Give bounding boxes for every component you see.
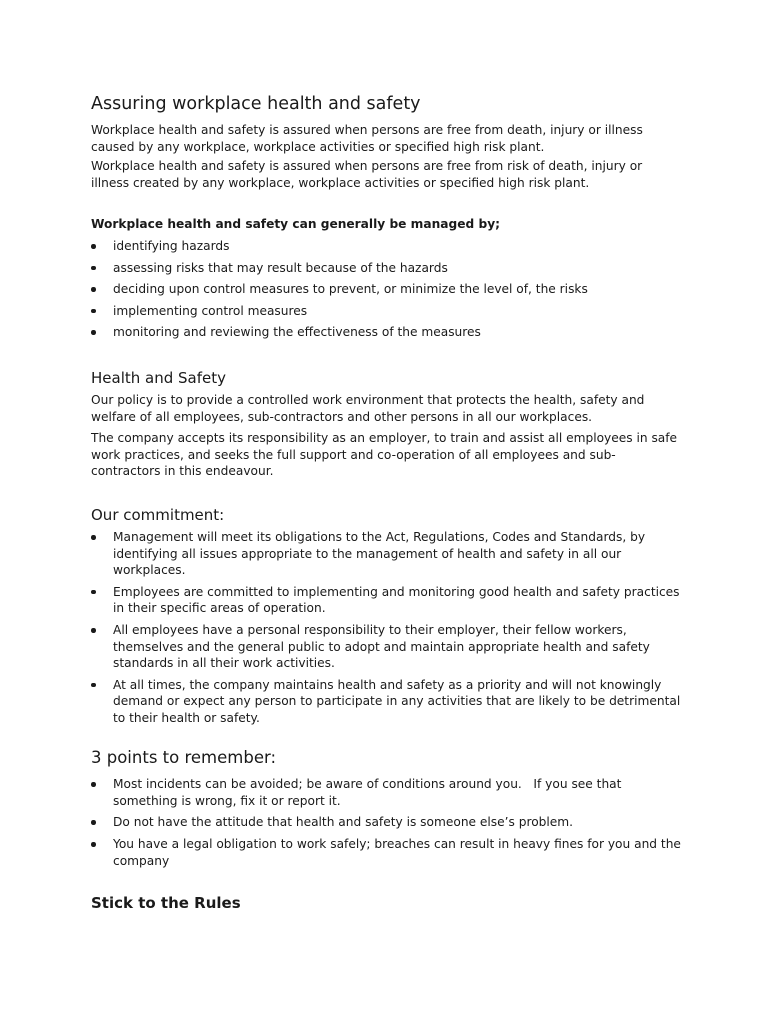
health-safety-heading: Health and Safety: [91, 369, 226, 387]
page-title: Assuring workplace health and safety: [91, 94, 421, 114]
bullet-icon: [91, 287, 96, 292]
list-item: At all times, the company maintains health and safety as a priority and will not knowingly demand or expect any person to participate in any activities that are likely to be detrimental to their health or safety.: [91, 677, 681, 727]
bullet-icon: [91, 590, 96, 595]
list-item: Do not have the attitude that health and safety is someone else’s problem.: [91, 814, 681, 831]
list-item: implementing control measures: [91, 303, 681, 320]
bullet-icon: [91, 628, 96, 633]
list-item: Employees are committed to implementing and monitoring good health and safety practices in their specific areas of operation.: [91, 584, 681, 617]
list-item: monitoring and reviewing the effectiveness of the measures: [91, 324, 681, 341]
list-item: You have a legal obligation to work safely; breaches can result in heavy fines for you and the company: [91, 836, 681, 869]
commitment-heading: Our commitment:: [91, 506, 225, 524]
intro-paragraph-2: Workplace health and safety is assured when persons are free from risk of death, injury or illness created by any workplace, workplace activities or specified high risk plant.: [91, 159, 643, 190]
list-item: identifying hazards: [91, 238, 681, 255]
managed-heading: Workplace health and safety can generally be managed by;: [91, 217, 501, 231]
managed-list: [91, 238, 681, 346]
list-item: Most incidents can be avoided; be aware of conditions around you. If you see that something is wrong, fix it or report it.: [91, 776, 681, 809]
remember-list: [91, 776, 681, 874]
bullet-icon: [91, 842, 96, 847]
bullet-icon: [91, 820, 96, 825]
list-item: Management will meet its obligations to the Act, Regulations, Codes and Standards, by identifying all issues appropriate to the management of health and safety in all our workplaces.: [91, 529, 681, 579]
bullet-icon: [91, 309, 96, 314]
bullet-icon: [91, 782, 96, 787]
commitment-list: [91, 529, 681, 732]
bullet-icon: [91, 535, 96, 540]
intro-paragraph-1: Workplace health and safety is assured when persons are free from death, injury or illness caused by any workplace, workplace activities or specified high risk plant.: [91, 123, 643, 154]
list-item: All employees have a personal responsibility to their employer, their fellow workers, themselves and the general public to adopt and maintain appropriate health and safety standards in all their work activities.: [91, 622, 681, 672]
list-item: assessing risks that may result because of the hazards: [91, 260, 681, 277]
bullet-icon: [91, 683, 96, 688]
bullet-icon: [91, 266, 96, 271]
list-item: deciding upon control measures to prevent, or minimize the level of, the risks: [91, 281, 681, 298]
remember-heading: 3 points to remember:: [91, 748, 277, 767]
hs-paragraph-2: The company accepts its responsibility as an employer, to train and assist all employees in safe work practices, and seeks the full support and co-operation of all employees and sub-contractors in this endeavour.: [91, 431, 678, 478]
bullet-icon: [91, 330, 96, 335]
rules-heading: Stick to the Rules: [91, 894, 241, 912]
hs-paragraph-1: Our policy is to provide a controlled work environment that protects the health, safety and welfare of all employees, sub-contractors and other persons in all our workplaces.: [91, 393, 645, 424]
bullet-icon: [91, 244, 96, 249]
